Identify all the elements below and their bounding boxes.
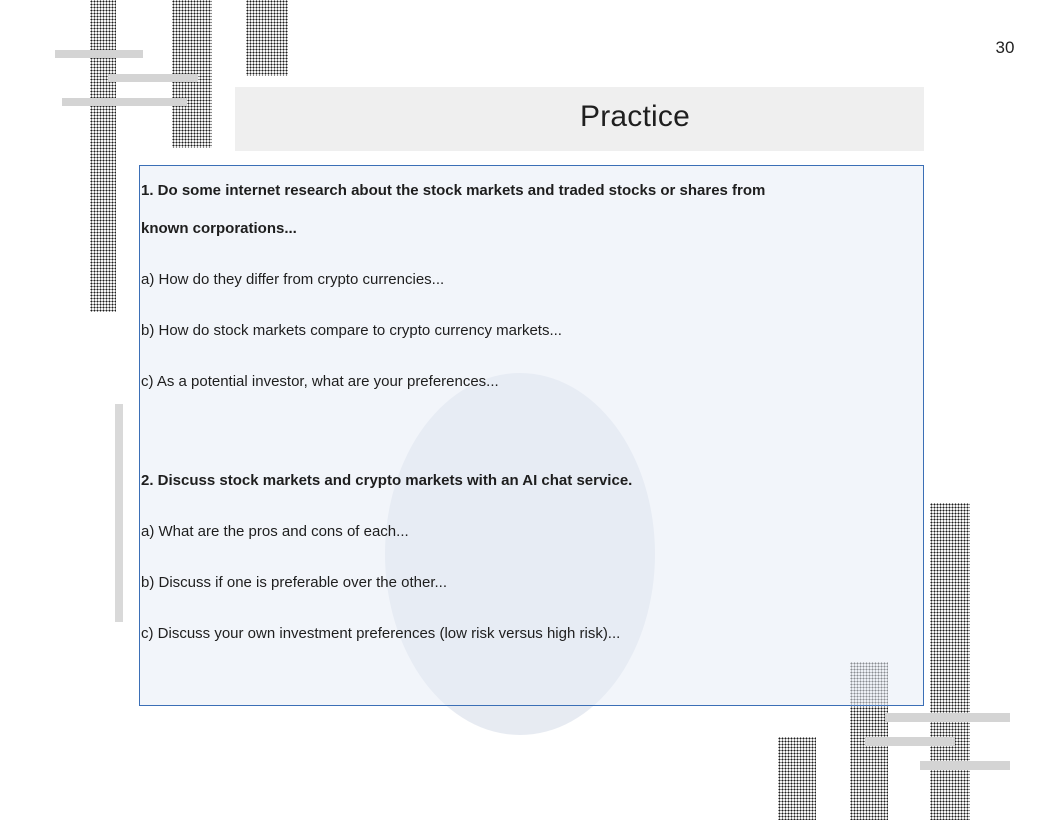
decor-dots-bottom-right-1 [930, 503, 970, 820]
question-2: 2. Discuss stock markets and crypto markets with an AI chat service. [141, 472, 633, 489]
question-1-item-a: a) How do they differ from crypto currencies... [141, 271, 445, 288]
question-1-line-1: 1. Do some internet research about the stock markets and traded stocks or shares from [141, 182, 766, 199]
decor-vertical-bar [115, 404, 123, 622]
decor-dots-top-left-3 [246, 0, 288, 76]
question-1-line-2: known corporations... [141, 220, 297, 237]
page-number: 30 [995, 38, 1015, 57]
decor-bar-bottom-3 [920, 761, 1010, 770]
decor-bar-bottom-1 [885, 713, 1010, 722]
question-2-item-a: a) What are the pros and cons of each... [141, 523, 409, 540]
decor-bar-bottom-2 [865, 737, 955, 746]
decor-bar-top-1 [55, 50, 143, 58]
question-1-item-b: b) How do stock markets compare to crypto currency markets... [141, 322, 562, 339]
question-1-item-c: c) As a potential investor, what are your preferences... [141, 373, 499, 390]
decor-bar-top-2 [108, 74, 198, 82]
decor-bar-top-3 [62, 98, 187, 106]
question-2-item-c: c) Discuss your own investment preferences (low risk versus high risk)... [141, 625, 621, 642]
decor-dots-bottom-right-3 [778, 737, 816, 820]
decor-dots-top-left-1 [90, 0, 116, 312]
question-2-item-b: b) Discuss if one is preferable over the other... [141, 574, 447, 591]
slide-title: Practice [580, 100, 690, 133]
